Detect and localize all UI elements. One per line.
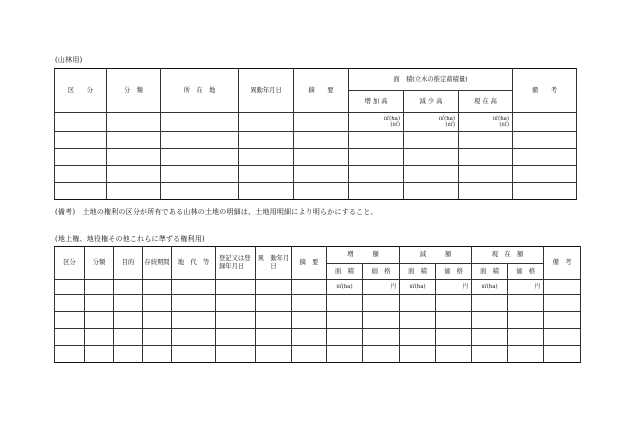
unit-cell: ㎡(ha) (472, 280, 508, 295)
table-row (55, 329, 581, 346)
header-zougaku: 増 額 (327, 247, 400, 264)
header-toki: 登記又は登録年月日 (216, 247, 256, 280)
header-mokuteki: 目的 (114, 247, 143, 280)
header-zoka: 増 加 高 (349, 91, 404, 113)
unit-cell: ㎡(ha) (327, 280, 363, 295)
unit-cell: ㎡(ha) (400, 280, 436, 295)
header-kakaku: 価 格 (363, 264, 400, 280)
table-row (55, 113, 577, 132)
header-chidai: 地 代 等 (172, 247, 216, 280)
unit-cell: ㎡(ha) (㎥) (404, 113, 459, 132)
unit-cell: ㎡(ha) (㎥) (459, 113, 513, 132)
header-tekiyo: 摘 要 (292, 247, 327, 280)
header-tekiyo: 摘 要 (294, 69, 349, 113)
unit-cell: 円 (363, 280, 400, 295)
unit-cell: 円 (436, 280, 472, 295)
table-row (55, 280, 581, 295)
table-row (55, 312, 581, 329)
header-sonzoku: 存続期間 (143, 247, 172, 280)
table-row (55, 183, 577, 200)
header-shozaichi: 所 在 地 (161, 69, 239, 113)
header-kakaku: 価 格 (436, 264, 472, 280)
forest-section-caption: (山林用) (55, 56, 83, 64)
remarks-note: (備考) 土地の権利の区分が所有である山林の土地の明細は、土地用明細により明らかにすること。 (55, 208, 378, 216)
header-biko: 備 考 (544, 247, 581, 280)
rights-table (54, 246, 581, 363)
forest-table (54, 68, 577, 200)
header-menseki: 面 積 (327, 264, 363, 280)
table-row (55, 295, 581, 312)
header-genzai: 現 在 高 (459, 91, 513, 113)
header-genshou: 減 少 高 (404, 91, 459, 113)
header-gengaku: 減 額 (400, 247, 472, 264)
header-bunrui: 分類 (85, 247, 114, 280)
header-kubun: 区分 (55, 247, 85, 280)
unit-cell: 円 (508, 280, 544, 295)
table-row (55, 149, 577, 166)
header-idou-date: 異動年月日 (239, 69, 294, 113)
header-biko: 備 考 (513, 69, 577, 113)
rights-section-caption: (地上権、地役権その他これらに準ずる権利用) (55, 235, 205, 243)
header-menseki: 面 積 (400, 264, 436, 280)
table-row (55, 166, 577, 183)
header-kakaku: 価 格 (508, 264, 544, 280)
header-kubun: 区 分 (55, 69, 107, 113)
table-row (55, 132, 577, 149)
unit-cell: ㎡(ha) (㎥) (349, 113, 404, 132)
header-bunrui: 分 類 (107, 69, 161, 113)
table-row (55, 346, 581, 363)
header-genzaigaku: 現 在 額 (472, 247, 544, 264)
header-idou: 異 動年月日 (256, 247, 292, 280)
header-menseki: 面 積 (472, 264, 508, 280)
header-menseki: 面 積(立木の推定蓄積量) (349, 69, 513, 91)
